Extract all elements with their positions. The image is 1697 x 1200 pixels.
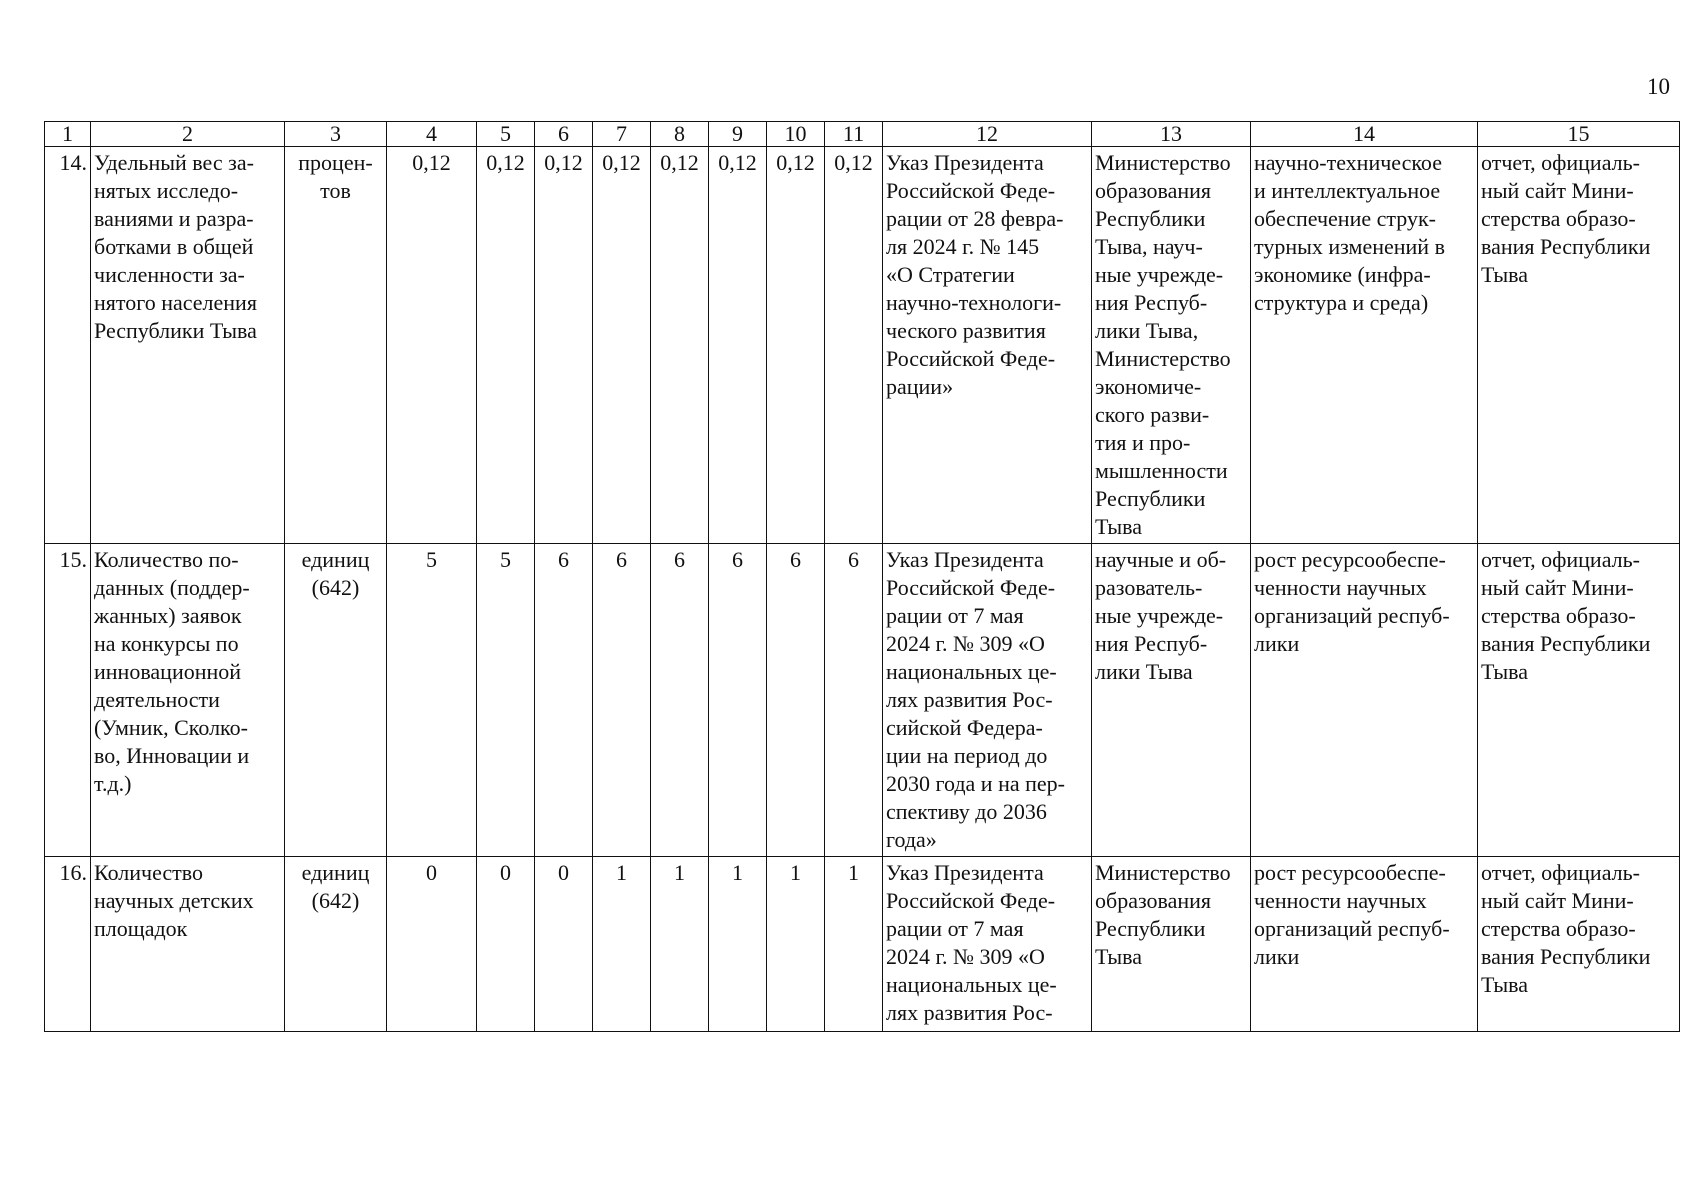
column-number: 3 xyxy=(285,122,387,147)
indicator-value: 0,12 xyxy=(651,147,709,544)
data-source: отчет, официаль- ный сайт Мини- стерства образо- вания Республики Тыва xyxy=(1478,147,1680,544)
column-number: 12 xyxy=(883,122,1092,147)
indicator-value: 1 xyxy=(651,857,709,1032)
indicator-value: 1 xyxy=(593,857,651,1032)
indicator-value: 0 xyxy=(387,857,477,1032)
column-number: 14 xyxy=(1251,122,1478,147)
indicator-value: 0,12 xyxy=(767,147,825,544)
indicator-value: 1 xyxy=(709,857,767,1032)
indicator-value: 5 xyxy=(387,544,477,857)
table-row xyxy=(45,147,1680,544)
indicator-value: 6 xyxy=(593,544,651,857)
indicator-value: 0 xyxy=(477,857,535,1032)
responsible-party: Министерство образования Республики Тыва, науч- ные учрежде- ния Респуб- лики Тыва, Министерство экономиче- ского разви- тия и про- мышленности Республики Тыва xyxy=(1092,147,1251,544)
row-number: 14. xyxy=(45,147,91,544)
column-number: 13 xyxy=(1092,122,1251,147)
indicator-value: 0,12 xyxy=(825,147,883,544)
basis-document: Указ Президента Российской Феде- рации от 7 мая 2024 г. № 309 «О национальных це- лях развития Рос- сийской Федера- ции на период до 2030 года и на пер- спективу до 2036 года» xyxy=(883,544,1092,857)
indicator-value: 6 xyxy=(535,544,593,857)
indicator-name: Количество по- данных (поддер- жанных) заявок на конкурсы по инновационной деятельности (Умник, Сколко- во, Инновации и т.д.) xyxy=(91,544,285,857)
indicator-value: 6 xyxy=(767,544,825,857)
column-number: 6 xyxy=(535,122,593,147)
column-number: 7 xyxy=(593,122,651,147)
indicator-value: 1 xyxy=(825,857,883,1032)
unit-of-measure: единиц (642) xyxy=(285,857,387,1032)
expected-result: рост ресурсообеспе- ченности научных организаций респуб- лики xyxy=(1251,857,1478,1032)
indicators-table xyxy=(44,121,1680,1032)
data-source: отчет, официаль- ный сайт Мини- стерства образо- вания Республики Тыва xyxy=(1478,857,1680,1032)
responsible-party: научные и об- разователь- ные учрежде- ния Респуб- лики Тыва xyxy=(1092,544,1251,857)
column-number: 2 xyxy=(91,122,285,147)
unit-of-measure: единиц (642) xyxy=(285,544,387,857)
column-number: 11 xyxy=(825,122,883,147)
indicator-value: 0,12 xyxy=(593,147,651,544)
indicator-value: 5 xyxy=(477,544,535,857)
table-row xyxy=(45,857,1680,1032)
basis-document: Указ Президента Российской Феде- рации от 7 мая 2024 г. № 309 «О национальных це- лях развития Рос- xyxy=(883,857,1092,1032)
expected-result: научно-техническое и интеллектуальное обеспечение струк- турных изменений в экономике (инфра- структура и среда) xyxy=(1251,147,1478,544)
column-number: 8 xyxy=(651,122,709,147)
column-number-row xyxy=(45,122,1680,147)
responsible-party: Министерство образования Республики Тыва xyxy=(1092,857,1251,1032)
expected-result: рост ресурсообеспе- ченности научных организаций респуб- лики xyxy=(1251,544,1478,857)
column-number: 15 xyxy=(1478,122,1680,147)
column-number: 5 xyxy=(477,122,535,147)
column-number: 10 xyxy=(767,122,825,147)
row-number: 16. xyxy=(45,857,91,1032)
column-number: 4 xyxy=(387,122,477,147)
unit-of-measure: процен- тов xyxy=(285,147,387,544)
indicator-value: 6 xyxy=(709,544,767,857)
indicator-value: 0,12 xyxy=(535,147,593,544)
indicator-value: 0,12 xyxy=(709,147,767,544)
basis-document: Указ Президента Российской Феде- рации от 28 февра- ля 2024 г. № 145 «О Стратегии научно-технологи- ческого развития Российской Феде- рации» xyxy=(883,147,1092,544)
indicator-value: 6 xyxy=(825,544,883,857)
table-row xyxy=(45,544,1680,857)
row-number: 15. xyxy=(45,544,91,857)
indicator-value: 6 xyxy=(651,544,709,857)
column-number: 1 xyxy=(45,122,91,147)
column-number: 9 xyxy=(709,122,767,147)
data-source: отчет, официаль- ный сайт Мини- стерства образо- вания Республики Тыва xyxy=(1478,544,1680,857)
indicator-value: 0 xyxy=(535,857,593,1032)
page-number: 10 xyxy=(1647,74,1670,99)
indicator-value: 0,12 xyxy=(477,147,535,544)
indicator-name: Количество научных детских площадок xyxy=(91,857,285,1032)
indicator-name: Удельный вес за- нятых исследо- ваниями и разра- ботками в общей численности за- нятого населения Республики Тыва xyxy=(91,147,285,544)
indicator-value: 1 xyxy=(767,857,825,1032)
indicator-value: 0,12 xyxy=(387,147,477,544)
